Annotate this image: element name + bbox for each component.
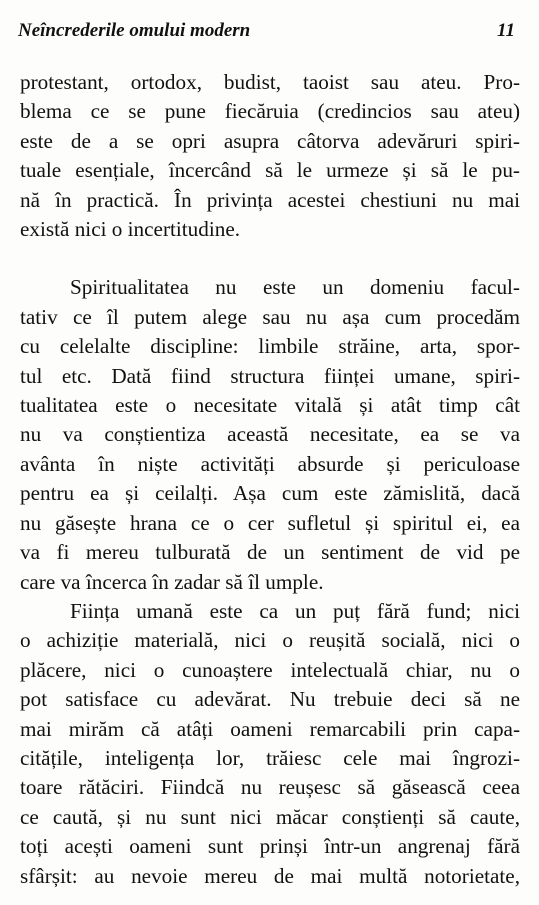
text-line: este de a se opri asupra câtorva adevăruri spiri- xyxy=(20,128,520,153)
text-line: toți acești oameni sunt prinși într-un angrenaj fără xyxy=(20,834,520,859)
running-title: Neîncrederile omului modern xyxy=(18,20,251,41)
text-line: nă în practică. În privința acestei chestiuni nu mai xyxy=(20,187,520,212)
text-line: nu găsește hrana ce o cer sufletul și spiritul ei, ea xyxy=(20,510,520,535)
text-line: plăcere, nici o cunoaștere intelectuală chiar, nu o xyxy=(20,657,520,682)
text-line: nu va conștientiza această necesitate, ea se va xyxy=(20,422,520,447)
body-text xyxy=(20,68,520,891)
text-line: Ființa umană este ca un puț fără fund; nici xyxy=(70,598,520,623)
text-line: protestant, ortodox, budist, taoist sau ateu. Pro- xyxy=(20,70,520,94)
text-line: va fi mereu tulburată de un sentiment de vid pe xyxy=(20,540,520,565)
paragraph-gap xyxy=(20,244,520,273)
text-line: citățile, inteligența lor, trăiesc cele mai îngrozi- xyxy=(20,745,520,770)
text-line: cu celelalte discipline: limbile străine, arta, spor- xyxy=(20,334,520,359)
text-line: care va încerca în zadar să îl umple. xyxy=(20,569,324,594)
text-line: tuale esențiale, încercând să le urmeze și să le pu- xyxy=(20,158,520,183)
paragraph-2 xyxy=(20,273,520,596)
text-line: avânta în niște activități absurde și periculoase xyxy=(20,451,520,476)
text-line: Spiritualitatea nu este un domeniu facul- xyxy=(70,275,520,300)
text-line: pentru ea și ceilalți. Așa cum este zămislită, dacă xyxy=(20,481,520,506)
text-line: pot satisface cu adevărat. Nu trebuie deci să ne xyxy=(20,687,520,712)
text-line: mai mirăm că atâți oameni remarcabili prin capa- xyxy=(20,716,520,741)
text-line: tul etc. Dată fiind structura ființei umane, spiri- xyxy=(20,363,520,388)
text-line: ce caută, și nu sunt nici măcar conștienți să caute, xyxy=(20,804,520,829)
text-line: tualitatea este o necesitate vitală și atât timp cât xyxy=(20,393,520,418)
page-header xyxy=(18,18,515,44)
text-line: toare rătăciri. Fiindcă nu reușesc să găsească ceea xyxy=(20,775,520,800)
text-line: tativ ce îl putem alege sau nu așa cum procedăm xyxy=(20,304,520,329)
text-line: sfârșit: au nevoie mereu de mai multă notorietate, xyxy=(20,863,520,888)
text-line: există nici o incertitudine. xyxy=(20,217,241,242)
page-number: 11 xyxy=(497,20,515,41)
paragraph-3 xyxy=(20,597,520,891)
text-line: blema ce se pune fiecăruia (credincios sau ateu) xyxy=(20,99,520,124)
paragraph-1 xyxy=(20,68,520,244)
text-line: o achiziție materială, nici o reușită socială, nici o xyxy=(20,628,520,653)
